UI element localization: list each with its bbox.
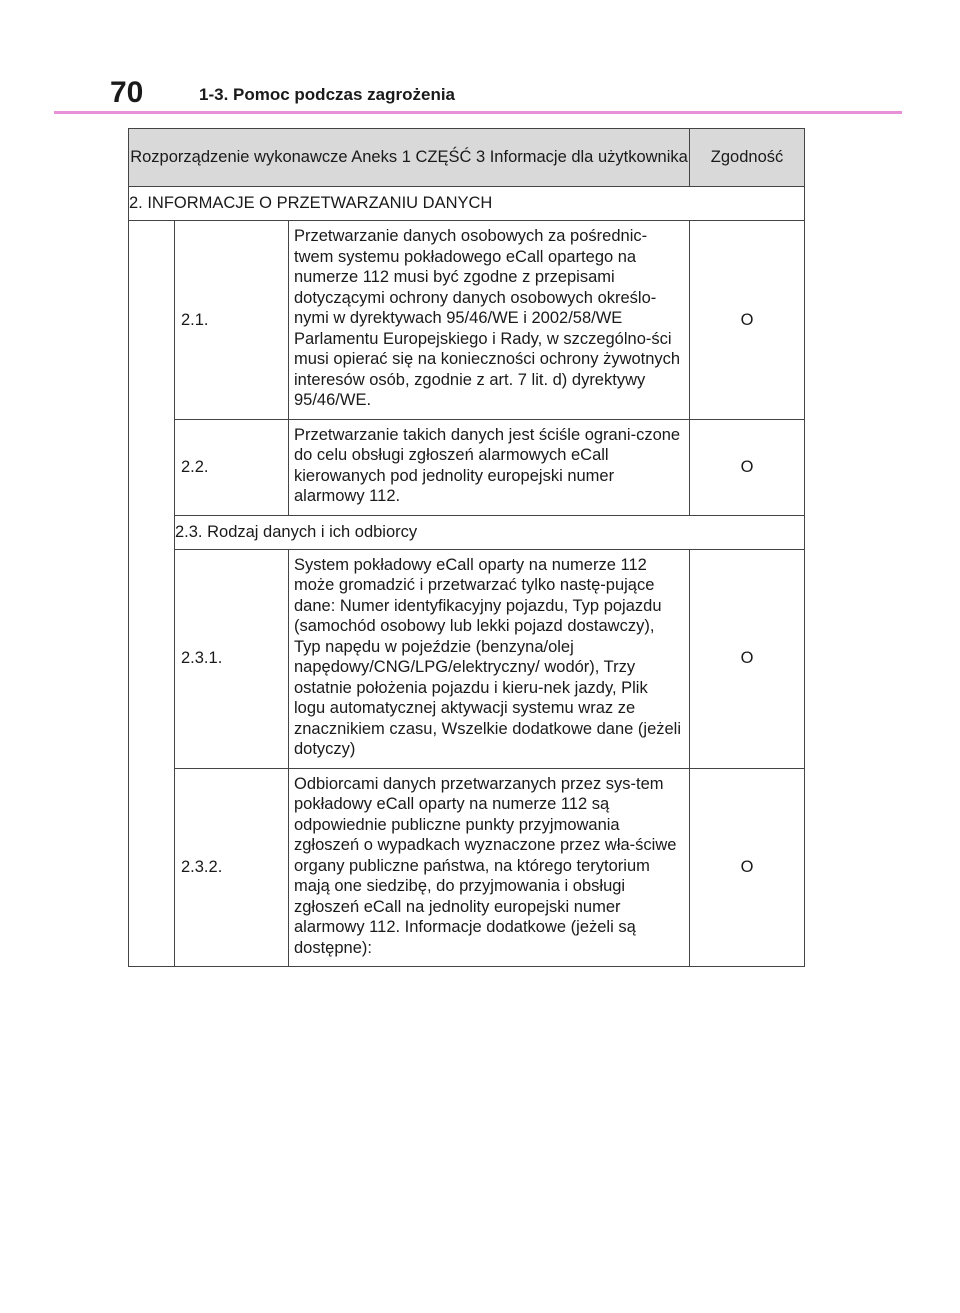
row-compliance: O (690, 768, 805, 967)
section-heading: 2. INFORMACJE O PRZETWARZANIU DANYCH (129, 187, 805, 221)
row-number: 2.3.1. (175, 549, 289, 768)
section-title: 1-3. Pomoc podczas zagrożenia (199, 85, 456, 104)
table-row (129, 768, 805, 967)
table-row (129, 419, 805, 515)
row-compliance: O (690, 419, 805, 515)
row-text: Przetwarzanie danych osobowych za pośrednic-twem systemu pokładowego eCall opartego na numerze 112 musi być zgodne z przepisami dotyczącymi ochrony danych osobowych określo-nymi w dyrektywach 95/46/WE i 2002/58/WE Parlamentu Europejskiego i Rady, w szczególno-ści musi opierać się na konieczności ochrony żywotnych interesów osób, zgodnie z art. 7 lit. d) dyrektywy 95/46/WE. (289, 221, 690, 420)
indent-cell (129, 221, 175, 967)
table-header-row (129, 129, 805, 187)
row-number: 2.3.2. (175, 768, 289, 967)
subsection-heading: 2.3. Rodzaj danych i ich odbiorcy (175, 515, 805, 549)
subsection-heading-row (129, 515, 805, 549)
header-divider (54, 111, 902, 114)
row-compliance: O (690, 549, 805, 768)
column-header-compliance: Zgodność (690, 129, 805, 187)
row-number: 2.2. (175, 419, 289, 515)
row-number: 2.1. (175, 221, 289, 420)
row-text: Odbiorcami danych przetwarzanych przez sys-tem pokładowy eCall oparty na numerze 112 są odpowiednie publiczne punkty przyjmowania zgłoszeń o wypadkach wyznaczone przez wła-ściwe organy publiczne państwa, na którego terytorium mają one siedzibę, do przyjmowania i obsługi zgłoszeń eCall na jednolity europejski numer alarmowy 112. Informacje dodatkowe (jeżeli są dostępne): (289, 768, 690, 967)
column-header-requirement: Rozporządzenie wykonawcze Aneks 1 CZĘŚĆ 3 Informacje dla użytkownika (129, 129, 690, 187)
page-header (0, 0, 960, 120)
regulation-table (128, 128, 805, 967)
table-row (129, 549, 805, 768)
row-text: System pokładowy eCall oparty na numerze 112 może gromadzić i przetwarzać tylko nastę-pujące dane: Numer identyfikacyjny pojazdu, Typ pojazdu (samochód osobowy lub lekki pojazd dostawczy), Typ napędu w pojeździe (benzyna/olej napędowy/CNG/LPG/elektryczny/ wodór), Trzy ostatnie położenia pojazdu i kieru-nek jazdy, Plik logu automatycznej aktywacji systemu wraz ze znacznikiem czasu, Wszelkie dodatkowe dane (jeżeli dotyczy) (289, 549, 690, 768)
row-text: Przetwarzanie takich danych jest ściśle ograni-czone do celu obsługi zgłoszeń alarmowych eCall kierowanych pod jednolity europejski numer alarmowy 112. (289, 419, 690, 515)
table-row (129, 221, 805, 420)
row-compliance: O (690, 221, 805, 420)
section-heading-row (129, 187, 805, 221)
page-number: 70 (110, 76, 144, 109)
